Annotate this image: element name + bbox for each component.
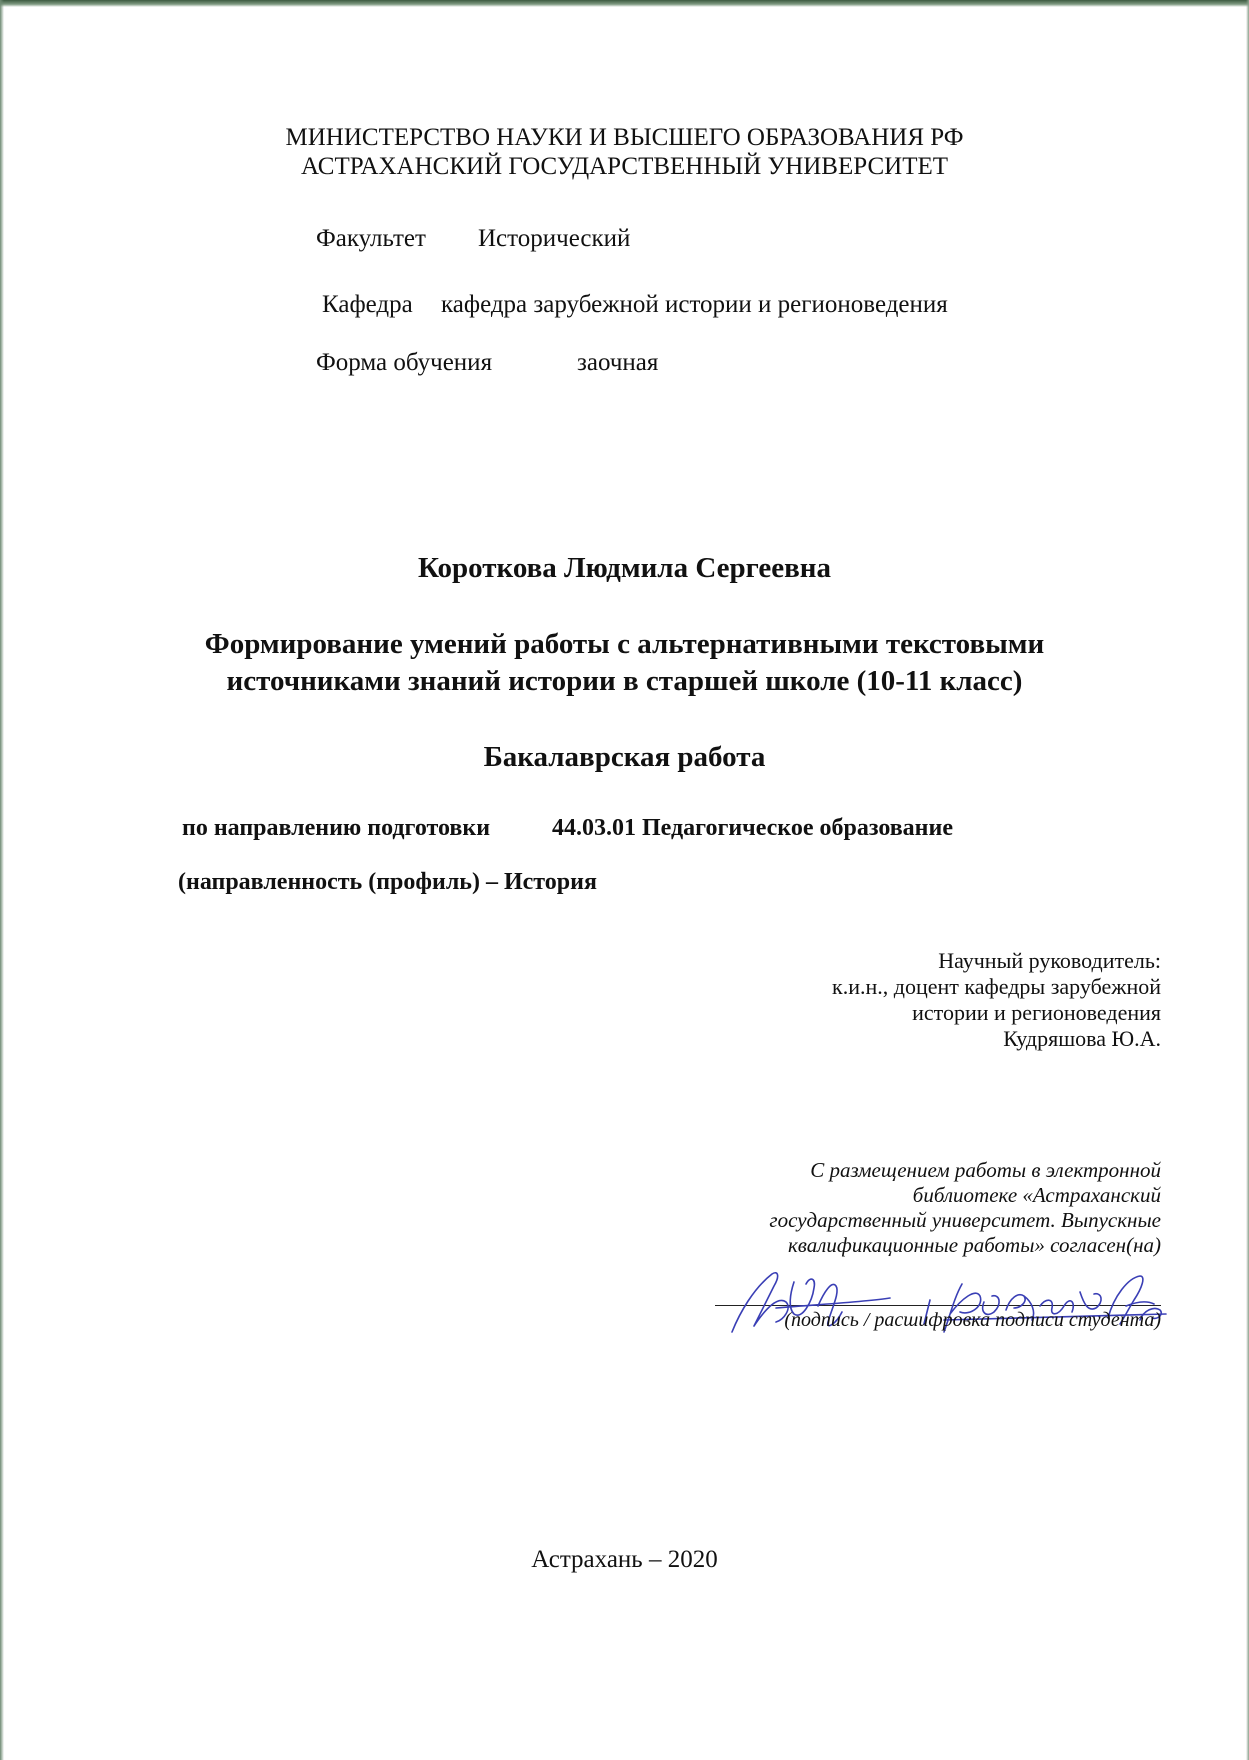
supervisor-block <box>832 948 1161 1052</box>
consent-line-2: библиотеке «Астраханский <box>912 1183 1161 1207</box>
ministry-heading: МИНИСТЕРСТВО НАУКИ И ВЫСШЕГО ОБРАЗОВАНИЯ РФ <box>285 124 964 151</box>
scan-edge-left <box>0 0 4 1760</box>
university-heading: АСТРАХАНСКИЙ ГОСУДАРСТВЕННЫЙ УНИВЕРСИТЕТ <box>300 153 949 180</box>
department-value: кафедра зарубежной истории и регионоведения <box>441 291 948 318</box>
direction-profile: (направленность (профиль) – История <box>178 869 597 895</box>
consent-line-3: государственный университет. Выпускные <box>769 1208 1161 1232</box>
supervisor-line-3: истории и регионоведения <box>912 1000 1161 1025</box>
direction-label: по направлению подготовки <box>182 815 491 841</box>
supervisor-line-1: Научный руководитель: <box>938 948 1161 973</box>
faculty-value: Исторический <box>478 225 631 252</box>
faculty-label: Факультет <box>316 225 426 252</box>
author-name: Короткова Людмила Сергеевна <box>417 552 832 584</box>
consent-line-4: квалификационные работы» согласен(на) <box>787 1233 1161 1257</box>
supervisor-line-2: к.и.н., доцент кафедры зарубежной <box>832 974 1161 999</box>
study-form-label: Форма обучения <box>316 349 493 376</box>
consent-block <box>769 1158 1161 1258</box>
study-form-value: заочная <box>577 349 659 376</box>
signature-caption: (подпись / расшифровка подписи студента) <box>784 1309 1161 1331</box>
city-year-footer: Астрахань – 2020 <box>531 1546 718 1573</box>
department-label: Кафедра <box>322 291 413 318</box>
thesis-title-line-1: Формирование умений работы с альтернативными текстовыми <box>204 628 1045 660</box>
work-type: Бакалаврская работа <box>483 741 766 773</box>
scan-edge-top <box>0 0 1249 7</box>
thesis-title-line-2: источниками знаний истории в старшей школе (10-11 класс) <box>226 665 1023 697</box>
direction-value: 44.03.01 Педагогическое образование <box>552 815 953 841</box>
consent-line-1: С размещением работы в электронной <box>810 1158 1161 1182</box>
supervisor-line-4: Кудряшова Ю.А. <box>1003 1026 1161 1051</box>
